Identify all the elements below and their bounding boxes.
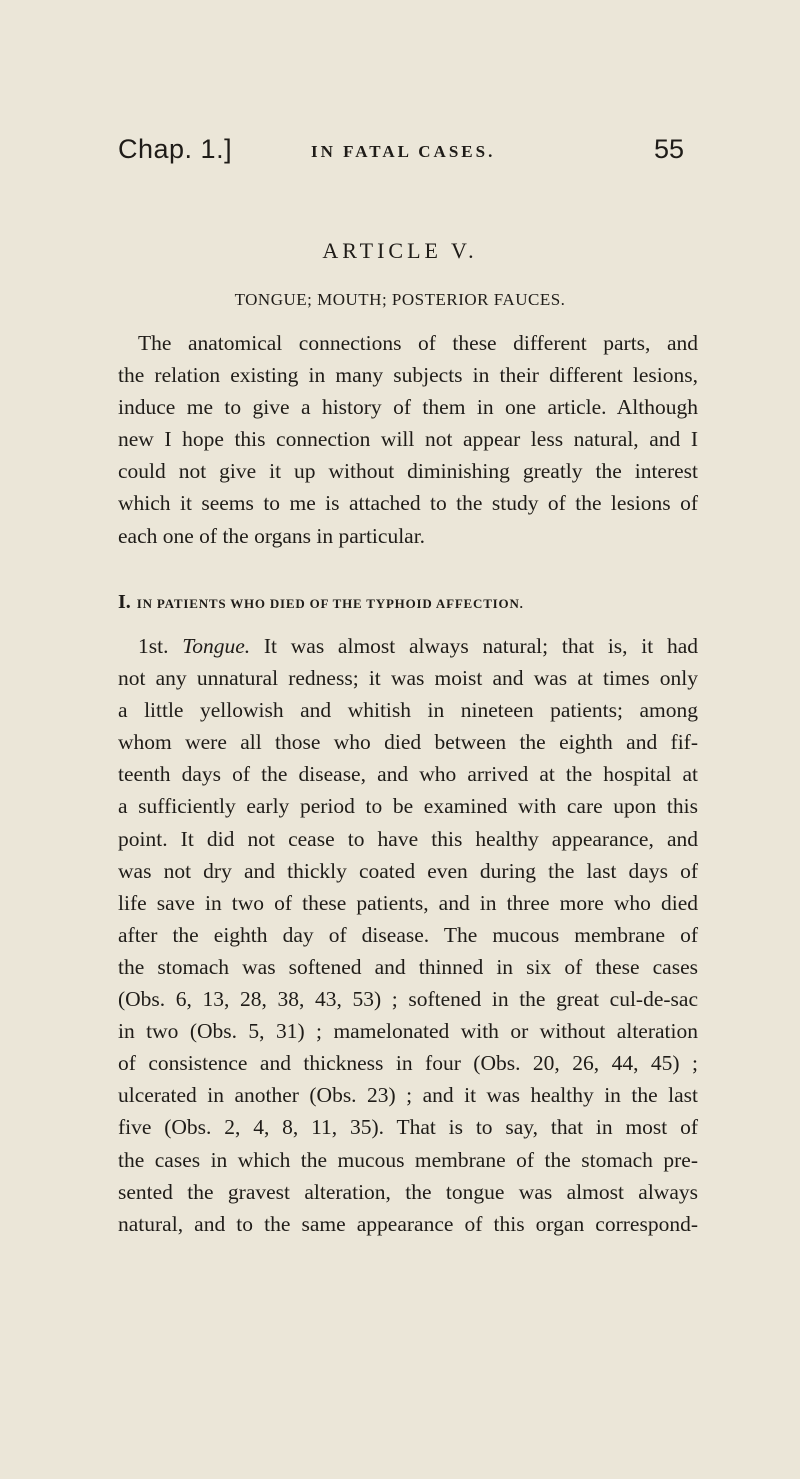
- line-text: The anatomical connections of these different parts, and: [138, 331, 698, 355]
- subject-heading: TONGUE; MOUTH; POSTERIOR FAUCES.: [234, 290, 566, 309]
- paragraph-line: sented the gravest alteration, the tongue was almost always: [118, 1179, 698, 1204]
- chapter-label: Chap. 1.]: [118, 134, 233, 164]
- paragraph-line: teenth days of the disease, and who arrived at the hospital at: [118, 762, 698, 787]
- paragraph-line: [118, 630, 698, 662]
- section-heading: [118, 591, 524, 614]
- paragraph-line: point. It did not cease to have this healthy appearance, and: [118, 826, 698, 851]
- paragraph-line: whom were all those who died between the eighth and fif-: [118, 730, 698, 755]
- paragraph-line: [118, 327, 698, 359]
- paragraph-line: in two (Obs. 5, 31) ; mamelonated with or without alteration: [118, 1019, 698, 1044]
- section-numeral: I.: [118, 591, 131, 613]
- paragraph-line: the relation existing in many subjects in their different lesions,: [118, 363, 698, 388]
- paragraph-line: each one of the organs in particular.: [118, 523, 426, 548]
- paragraph-line: could not give it up without diminishing greatly the interest: [118, 459, 698, 484]
- tongue-paragraph: [118, 630, 698, 1240]
- paragraph-line: a sufficiently early period to be examined with care upon this: [118, 794, 698, 819]
- paragraph-line: which it seems to me is attached to the study of the lesions of: [118, 491, 698, 516]
- paragraph-line: five (Obs. 2, 4, 8, 11, 35). That is to say, that in most of: [118, 1115, 698, 1140]
- paragraph-line: of consistence and thickness in four (Obs. 20, 26, 44, 45) ;: [118, 1051, 698, 1076]
- running-title: IN FATAL CASES.: [311, 142, 496, 161]
- intro-paragraph: [118, 327, 698, 552]
- paragraph-line: new I hope this connection will not appear less natural, and I: [118, 427, 698, 452]
- paragraph-line: the stomach was softened and thinned in six of these cases: [118, 954, 698, 979]
- paragraph-line: life save in two of these patients, and in three more who died: [118, 890, 698, 915]
- paragraph-line: the cases in which the mucous membrane of the stomach pre-: [118, 1147, 698, 1172]
- paragraph-line: natural, and to the same appearance of this organ correspond-: [118, 1211, 698, 1236]
- lead-term: Tongue.: [182, 634, 251, 658]
- paragraph-line: was not dry and thickly coated even during the last days of: [118, 858, 698, 883]
- section-label: IN PATIENTS WHO DIED OF THE TYPHOID AFFECTION.: [136, 596, 524, 611]
- article-heading: ARTICLE V.: [322, 238, 478, 263]
- paragraph-line: after the eighth day of disease. The mucous membrane of: [118, 922, 698, 947]
- paragraph-line: not any unnatural redness; it was moist and was at times only: [118, 666, 698, 691]
- paragraph-line: induce me to give a history of them in one article. Although: [118, 395, 698, 420]
- paragraph-line: a little yellowish and whitish in nineteen patients; among: [118, 698, 698, 723]
- running-head: [118, 134, 684, 174]
- lead-number: 1st.: [138, 634, 169, 658]
- paragraph-line: ulcerated in another (Obs. 23) ; and it was healthy in the last: [118, 1083, 698, 1108]
- line-text: It was almost always natural; that is, it had: [263, 634, 699, 658]
- paragraph-line: (Obs. 6, 13, 28, 38, 43, 53) ; softened in the great cul-de-sac: [118, 987, 698, 1012]
- page-number: 55: [653, 134, 684, 164]
